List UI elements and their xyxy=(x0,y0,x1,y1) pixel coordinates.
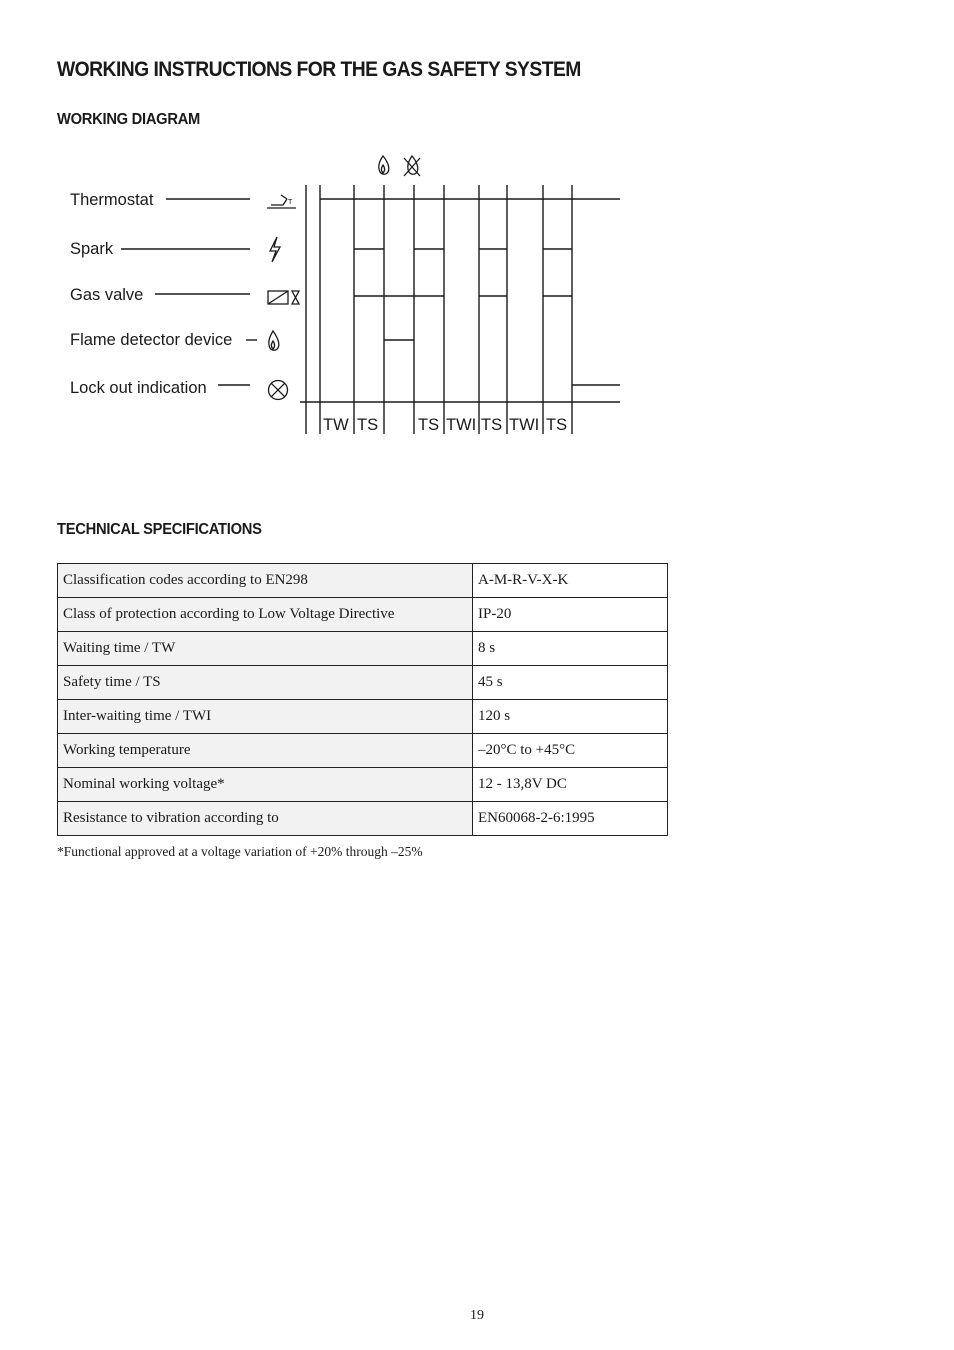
spec-value: IP-20 xyxy=(473,598,668,632)
flame-icon xyxy=(379,156,389,174)
spec-key: Waiting time / TW xyxy=(58,632,473,666)
table-row xyxy=(58,734,668,768)
working-diagram xyxy=(0,0,954,460)
segment-label: TS xyxy=(418,416,440,434)
spec-key: Safety time / TS xyxy=(58,666,473,700)
spec-table xyxy=(57,563,668,836)
table-row xyxy=(58,768,668,802)
lock-out-label: Lock out indication xyxy=(70,379,207,397)
spec-key: Class of protection according to Low Voltage Directive xyxy=(58,598,473,632)
thermostat-label: Thermostat xyxy=(70,191,154,209)
gas-valve-icon xyxy=(268,291,299,304)
segment-label: TS xyxy=(357,416,379,434)
thermostat-switch-icon xyxy=(267,195,296,208)
table-row xyxy=(58,666,668,700)
spec-value: 12 - 13,8V DC xyxy=(473,768,668,802)
page-number: 19 xyxy=(470,1308,484,1323)
spark-label: Spark xyxy=(70,240,114,258)
gas-valve-label: Gas valve xyxy=(70,286,144,304)
table-row xyxy=(58,632,668,666)
spec-key: Inter-waiting time / TWI xyxy=(58,700,473,734)
spec-value: A-M-R-V-X-K xyxy=(473,564,668,598)
footnote: *Functional approved at a voltage variation of +20% through –25% xyxy=(57,844,423,859)
table-row xyxy=(58,564,668,598)
spec-value: EN60068-2-6:1995 xyxy=(473,802,668,836)
flame-detector-label: Flame detector device xyxy=(70,331,233,349)
svg-text:T: T xyxy=(288,199,293,206)
segment-label: TWI xyxy=(509,416,540,434)
diagram-heading: WORKING DIAGRAM xyxy=(57,111,201,128)
page-title: WORKING INSTRUCTIONS FOR THE GAS SAFETY SYSTEM xyxy=(57,58,581,81)
spark-icon xyxy=(270,237,280,262)
flame-icon xyxy=(269,331,279,350)
spec-key: Classification codes according to EN298 xyxy=(58,564,473,598)
spec-value: 120 s xyxy=(473,700,668,734)
segment-label: TS xyxy=(481,416,503,434)
spec-key: Working temperature xyxy=(58,734,473,768)
specs-heading: TECHNICAL SPECIFICATIONS xyxy=(57,521,262,538)
lamp-cross-icon xyxy=(269,381,288,400)
segment-label: TS xyxy=(546,416,568,434)
segment-label: TWI xyxy=(446,416,477,434)
spec-value: 45 s xyxy=(473,666,668,700)
spec-key: Nominal working voltage* xyxy=(58,768,473,802)
spec-value: –20°C to +45°C xyxy=(473,734,668,768)
spec-value: 8 s xyxy=(473,632,668,666)
table-row xyxy=(58,598,668,632)
flame-off-icon xyxy=(404,156,420,176)
spec-key: Resistance to vibration according to xyxy=(58,802,473,836)
segment-label: TW xyxy=(323,416,349,434)
table-row xyxy=(58,700,668,734)
table-row xyxy=(58,802,668,836)
